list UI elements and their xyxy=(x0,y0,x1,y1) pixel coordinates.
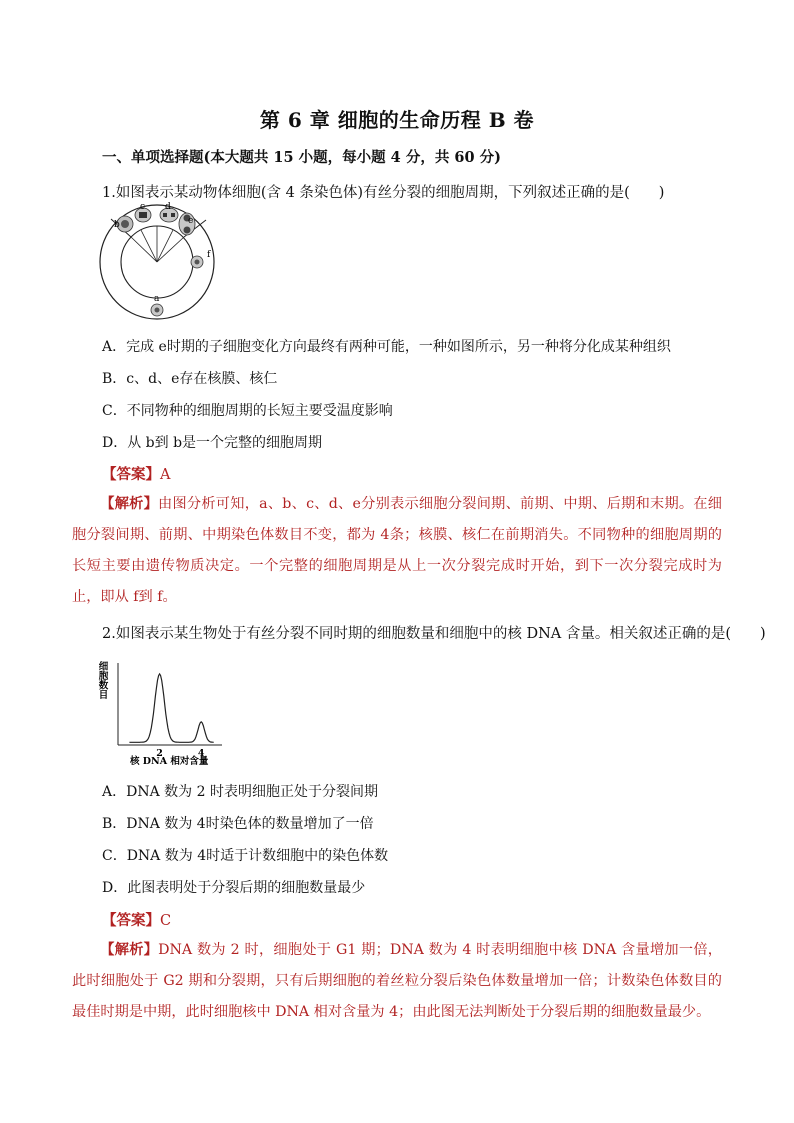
question-2-stem: 2.如图表示某生物处于有丝分裂不同时期的细胞数量和细胞中的核 DNA 含量。相关叙述正确的是( ) xyxy=(102,626,766,642)
question-1-option-c: C．不同物种的细胞周期的长短主要受温度影响 xyxy=(102,403,393,419)
phase-divider xyxy=(157,230,173,262)
explanation-tag: 【解析】 xyxy=(100,942,159,958)
chart-series-line xyxy=(129,674,213,742)
cell-f xyxy=(191,256,203,268)
question-2-explanation xyxy=(72,935,722,1028)
page-title: 第 6 章 细胞的生命历程 B 卷 xyxy=(259,108,535,132)
explanation-tag: 【解析】 xyxy=(100,496,159,512)
question-1-option-d: D．从 b到 b是一个完整的细胞周期 xyxy=(102,435,323,451)
chart-y-label: 细胞数目 xyxy=(96,661,108,699)
answer-tag: 【答案】 xyxy=(102,466,160,483)
question-1-option-b: B．c、d、e存在核膜、核仁 xyxy=(102,371,278,387)
question-1-answer xyxy=(102,463,170,484)
question-2-option-a: A．DNA 数为 2 时表明细胞正处于分裂间期 xyxy=(102,784,378,800)
section-heading: 一、单项选择题(本大题共 15 小题，每小题 4 分，共 60 分) xyxy=(102,149,501,166)
chart-x-label: 核 DNA 相对含量 xyxy=(130,756,209,767)
question-1-explanation xyxy=(72,489,722,613)
question-2-option-d: D．此图表明处于分裂后期的细胞数量最少 xyxy=(102,880,366,896)
answer-tag: 【答案】 xyxy=(102,912,160,929)
explanation-text: DNA 数为 2 时，细胞处于 G1 期；DNA 数为 4 时表明细胞中核 DNA 含量增加一倍，此时细胞处于 G2 期和分裂期，只有后期细胞的着丝粒分裂后染色体数量增加一倍；计数染色体数目的最佳时期是中期，此时细胞核中 DNA 相对含量为 4；由此图无法判断处于分裂后期的细胞数量最少。 xyxy=(72,942,722,1020)
phase-divider xyxy=(141,230,157,262)
cell-a xyxy=(151,304,163,316)
cell-cycle-figure xyxy=(95,200,225,324)
phase-divider xyxy=(131,237,157,262)
label-e: e xyxy=(188,216,194,226)
label-b: b xyxy=(114,220,120,230)
dna-content-chart xyxy=(96,655,230,770)
label-d: d xyxy=(165,202,171,212)
answer-value: C xyxy=(160,913,172,929)
answer-value: A xyxy=(160,467,171,483)
question-1-option-a: A．完成 e时期的子细胞变化方向最终有两种可能，一种如图所示，另一种将分化成某种组织 xyxy=(102,339,671,355)
explanation-text: 由图分析可知，a、b、c、d、e分别表示细胞分裂间期、前期、中期、后期和末期。在细胞分裂间期、前期、中期染色体数目不变，都为 4条；核膜、核仁在前期消失。不同物种的细胞周期的长短主要由遗传物质决定。一个完整的细胞周期是从上一次分裂完成时开始，到下一次分裂完成时为止，即从 f到 f。 xyxy=(72,496,722,605)
question-2-option-c: C．DNA 数为 4时适于计数细胞中的染色体数 xyxy=(102,848,389,864)
label-f: f xyxy=(207,250,211,260)
chart-x-tick: 2 xyxy=(156,748,163,759)
question-2-answer xyxy=(102,909,171,930)
question-1-stem: 1.如图表示某动物体细胞(含 4 条染色体)有丝分裂的细胞周期，下列叙述正确的是( ) xyxy=(102,185,665,201)
label-c: c xyxy=(140,202,146,212)
question-2-option-b: B．DNA 数为 4时染色体的数量增加了一倍 xyxy=(102,816,374,832)
chart-x-tick: 4 xyxy=(197,748,205,759)
phase-divider xyxy=(157,237,184,262)
label-a: a xyxy=(154,294,160,304)
